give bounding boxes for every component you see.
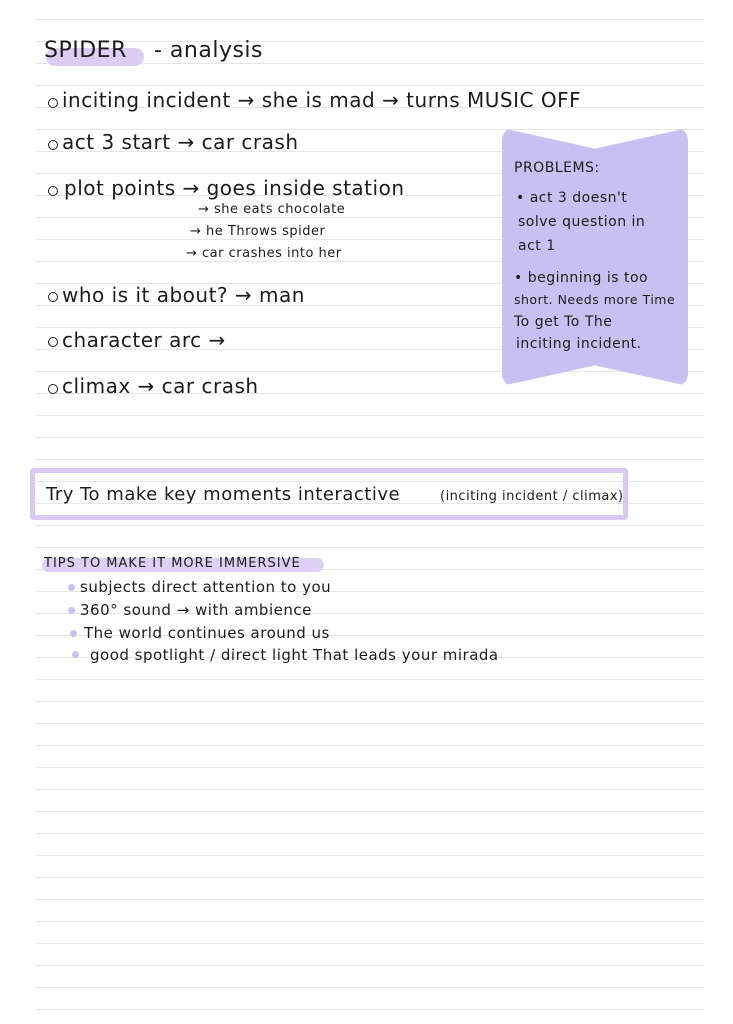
bullet-circle-icon (48, 292, 58, 302)
page-subtitle: - analysis (154, 38, 264, 63)
outline-item-plot-points: plot points → goes inside station (64, 176, 405, 200)
page-title: SPIDER (44, 38, 127, 63)
plot-point-sub-item: → car crashes into her (186, 246, 342, 261)
problem-line: act 1 (518, 238, 556, 254)
tip-bullet-dot-icon (70, 630, 77, 637)
problem-line: • beginning is too (514, 270, 649, 286)
tip-bullet-dot-icon (68, 607, 75, 614)
problem-line: short. Needs more Time (514, 292, 676, 307)
tip-item: 360° sound → with ambience (80, 601, 312, 619)
plot-point-sub-item: → she eats chocolate (198, 202, 346, 217)
outline-item-climax: climax → car crash (62, 374, 259, 398)
problem-line: solve question in (518, 214, 646, 230)
tip-bullet-dot-icon (72, 651, 79, 658)
problem-line: • act 3 doesn't (516, 190, 628, 206)
problems-title: PROBLEMS: (514, 160, 600, 176)
bullet-circle-icon (48, 98, 58, 108)
banner-text: Try To make key moments interactive (46, 484, 401, 505)
tip-item: good spotlight / direct light That leads your mirada (90, 646, 499, 664)
tip-item: The world continues around us (84, 624, 330, 642)
tip-item: subjects direct attention to you (80, 578, 332, 596)
bullet-circle-icon (48, 140, 58, 150)
banner-parenthetical: (inciting incident / climax) (440, 489, 624, 504)
bullet-circle-icon (48, 337, 58, 347)
page-title-group (44, 38, 127, 63)
tip-bullet-dot-icon (68, 584, 75, 591)
outline-item-act3: act 3 start → car crash (62, 130, 299, 154)
bullet-circle-icon (48, 186, 58, 196)
tips-heading: TIPS TO MAKE IT MORE IMMERSIVE (44, 556, 301, 571)
bullet-circle-icon (48, 384, 58, 394)
outline-item-who: who is it about? → man (62, 283, 305, 307)
problem-line: inciting incident. (516, 336, 642, 352)
outline-item-inciting-incident: inciting incident → she is mad → turns MUSIC OFF (62, 88, 582, 112)
problem-line: To get To The (514, 314, 613, 330)
plot-point-sub-item: → he Throws spider (190, 224, 326, 239)
outline-item-character-arc: character arc → (62, 328, 226, 352)
